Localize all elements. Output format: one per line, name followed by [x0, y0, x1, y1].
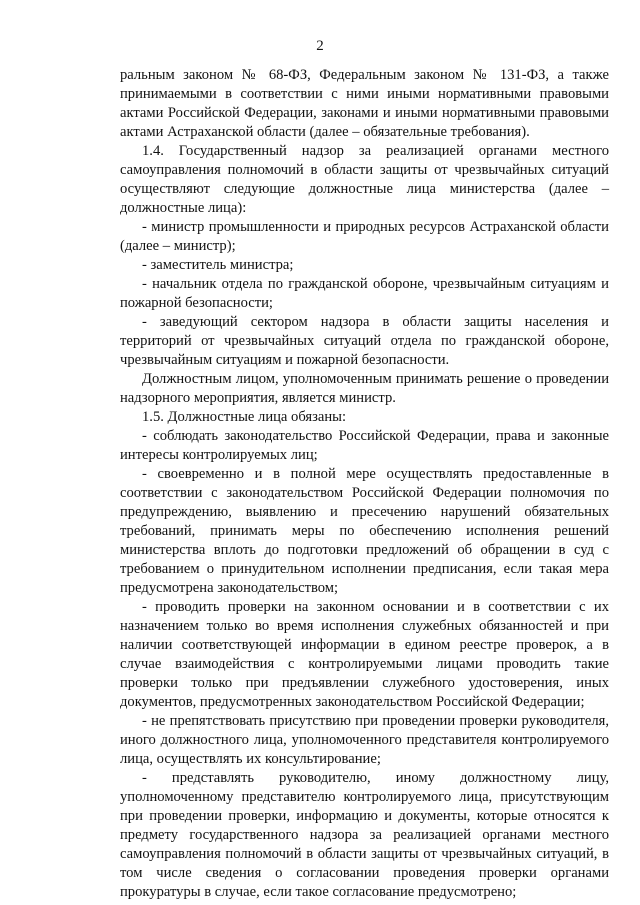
paragraph: 1.5. Должностные лица обязаны:	[142, 409, 347, 425]
paragraph: - представлять руководителю, иному должностному лицу, уполномоченному представителю контролируемого лица, присутствующим при проведении проверки, информацию и документы, которые относятся к предмету государственного надзора за реализацией органами местного самоуправления полномочий в области защиты от чрезвычайных ситуаций, в том числе сведения о согласовании проведения проверки органами прокуратуры в случае, если такое согласование предусмотрено;	[120, 770, 609, 900]
paragraph: - проводить проверки на законном основании и в соответствии с их назначением только во время исполнения служебных обязанностей и при наличии соответствующей информации в едином реестре проверок, а в случае взаимодействия с контролируемыми лицами проводить такие проверки только при предъявлении служебного удостоверения, иных документов, предусмотренных законодательством Российской Федерации;	[120, 599, 609, 710]
paragraph: - своевременно и в полной мере осуществлять предоставленные в соответствии с законодательством Российской Федерации полномочия по предупреждению, выявлению и пресечению нарушений обязательных требований, принимать меры по обеспечению исполнения решений министерства вплоть до подготовки предложений об обращении в суд с требованием о принудительном исполнении предписания, если такая мера предусмотрена законодательством;	[120, 466, 609, 596]
paragraph: - заведующий сектором надзора в области защиты населения и территорий от чрезвычайных ситуаций отдела по гражданской обороне, чрезвычайным ситуациям и пожарной безопасности.	[120, 314, 609, 368]
page-number: 2	[316, 38, 324, 54]
paragraph: ральным законом № 68-ФЗ, Федеральным законом № 131-ФЗ, а также принимаемыми в соответствии с ними иными нормативными правовыми актами Российской Федерации, законами и иными нормативными правовыми актами Астраханской области (далее – обязательные требования).	[120, 67, 609, 140]
document-body	[120, 66, 609, 902]
paragraph: - заместитель министра;	[142, 257, 294, 273]
paragraph: 1.4. Государственный надзор за реализацией органами местного самоуправления полномочий в области защиты от чрезвычайных ситуаций осуществляют следующие должностные лица министерства (далее – должностные лица):	[120, 143, 609, 216]
paragraph: Должностным лицом, уполномоченным принимать решение о проведении надзорного мероприятия, является министр.	[120, 371, 609, 406]
paragraph: - соблюдать законодательство Российской Федерации, права и законные интересы контролируемых лиц;	[120, 428, 609, 463]
paragraph: - начальник отдела по гражданской обороне, чрезвычайным ситуациям и пожарной безопасности;	[120, 276, 609, 311]
paragraph: - министр промышленности и природных ресурсов Астраханской области (далее – министр);	[120, 219, 609, 254]
paragraph: - не препятствовать присутствию при проведении проверки руководителя, иного должностного лица, уполномоченного представителя контролируемого лица, осуществлять их консультирование;	[120, 713, 609, 767]
